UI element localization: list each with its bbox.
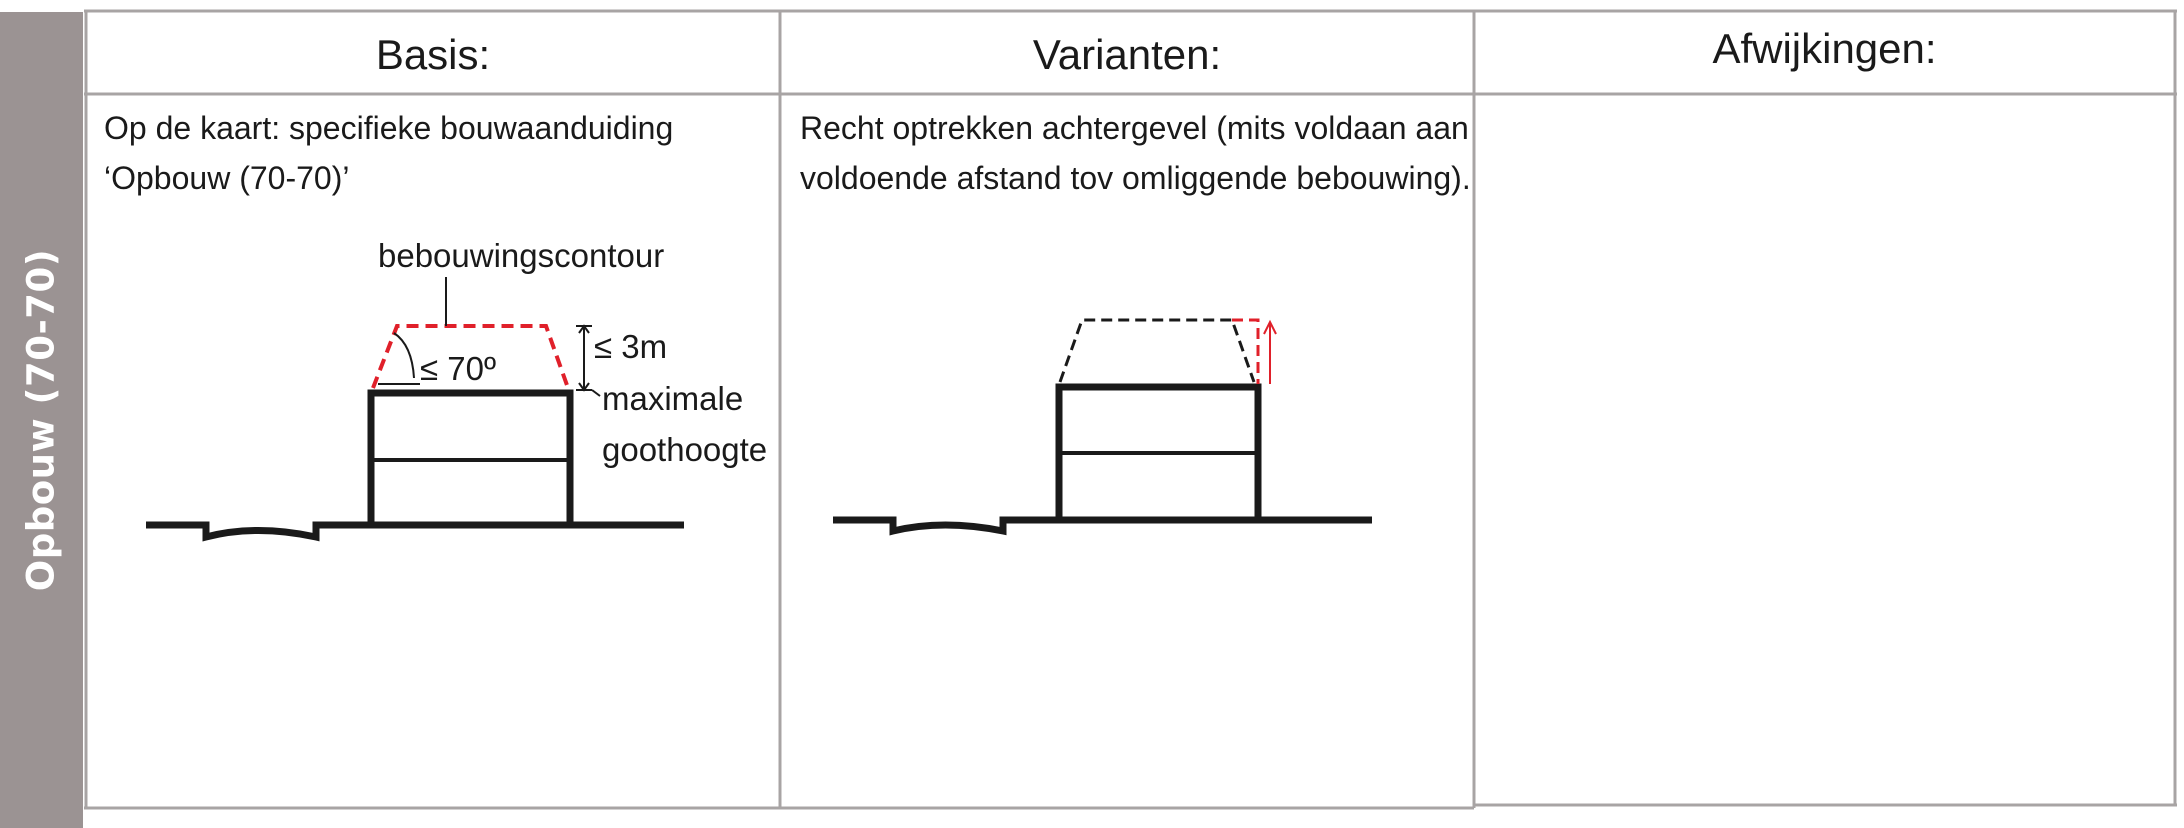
column-header-afwijkingen: Afwijkingen:	[1712, 25, 1937, 72]
gutter-label-line1: maximale	[602, 380, 744, 417]
varianten-diagram	[780, 0, 1474, 828]
side-tab-label: Opbouw (70-70)	[19, 248, 63, 592]
basis-text-line2: ‘Opbouw (70-70)’	[104, 160, 350, 196]
height-label: ≤ 3m	[594, 328, 668, 365]
angle-arc	[394, 333, 414, 378]
varianten-text-line2: voldoende afstand tov omliggende bebouwing).	[800, 160, 1471, 196]
column-header-varianten: Varianten:	[1032, 31, 1222, 78]
basis-diagram	[0, 0, 780, 828]
angle-label: ≤ 70º	[420, 350, 497, 387]
basis-text-line1: Op de kaart: specifieke bouwaanduiding	[104, 110, 674, 146]
column-header-basis: Basis:	[375, 31, 491, 78]
varianten-text-line1: Recht optrekken achtergevel (mits voldaan aan	[800, 110, 1469, 146]
contour-line	[1060, 320, 1254, 382]
contour-label: bebouwingscontour	[378, 237, 665, 274]
gutter-label-line2: goothoogte	[602, 431, 768, 468]
